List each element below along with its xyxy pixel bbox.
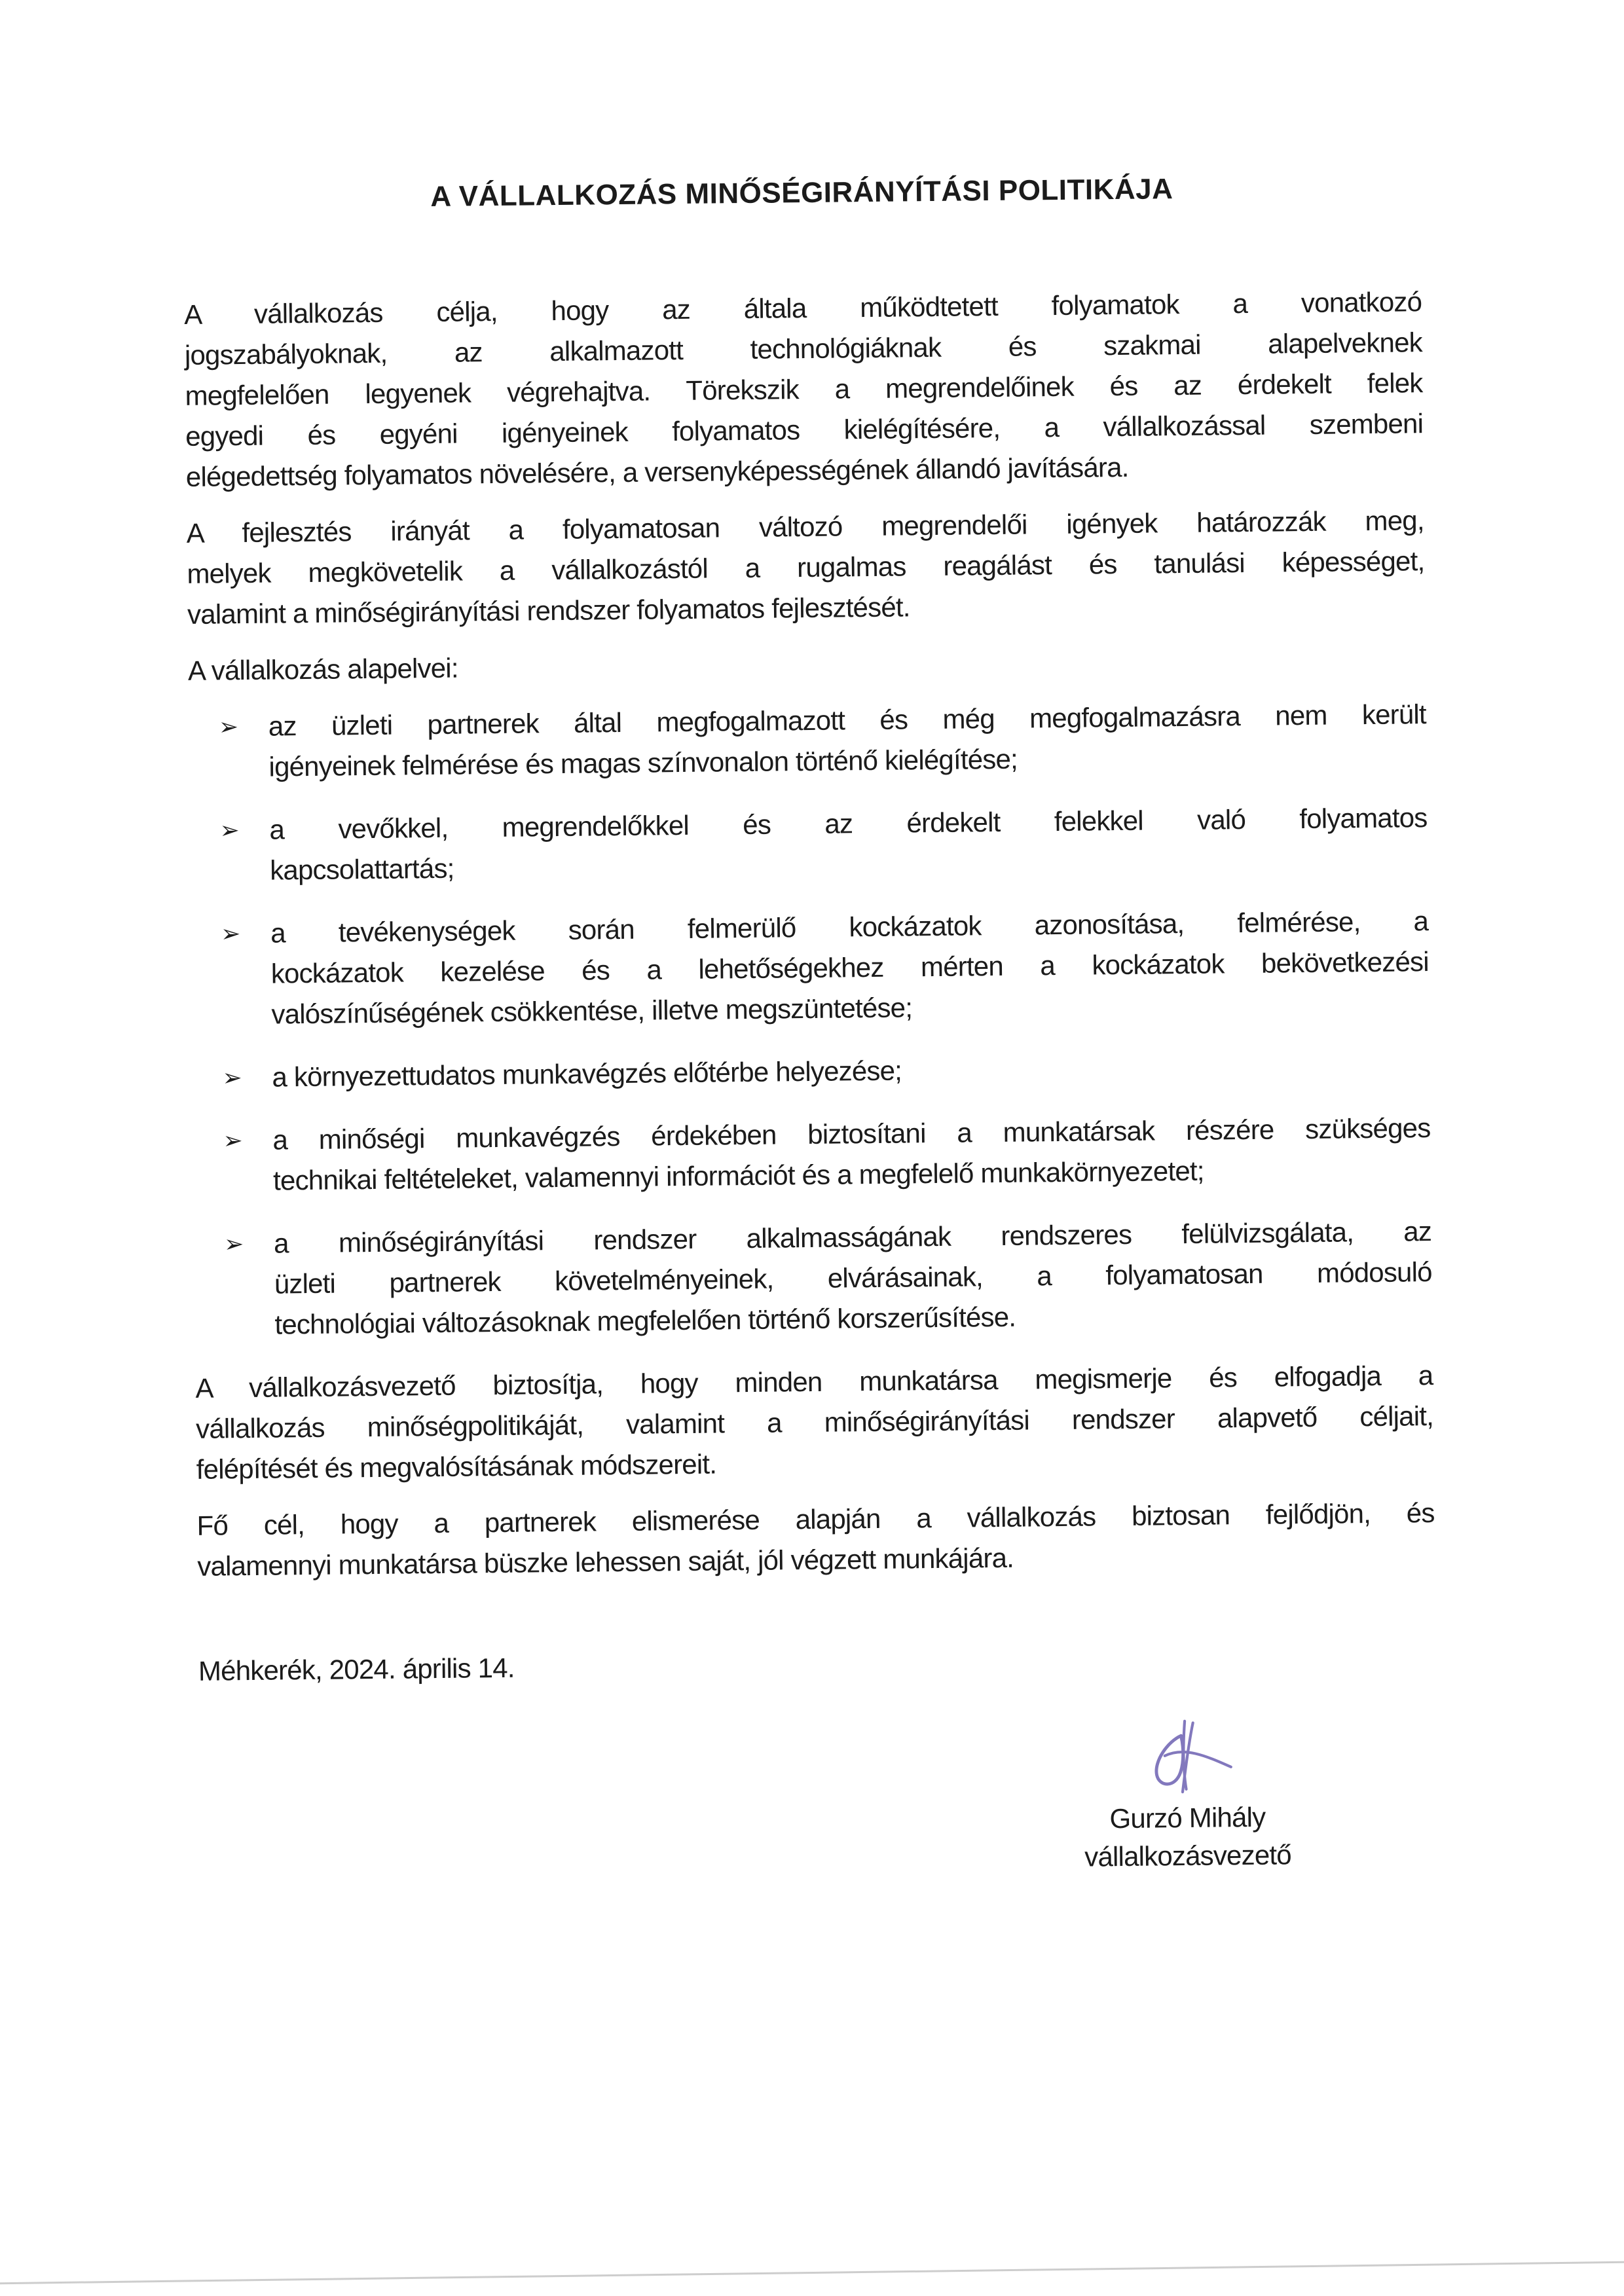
arrowhead-bullet-icon: ➢ [223,1127,243,1154]
paragraph-line: felépítését és megvalósításának módszereit. [196,1448,717,1485]
list-item-line: a környezettudatos munkavégzés előtérbe helyezése; [272,1055,902,1093]
list-item [191,901,1430,1036]
list-item-line: technológiai változásoknak megfelelően történő korszerűsítése. [274,1301,1016,1340]
paragraph-line: A vállalkozás célja, hogy az általa működtetett folyamatok a vonatkozó [184,286,1422,330]
paragraph-line: elégedettség folyamatos növelésére, a versenyképességének állandó javítására. [185,451,1129,492]
list-item-line: üzleti partnerek követelményeinek, elvárásainak, a folyamatosan módosuló [274,1256,1432,1300]
paragraph [196,1493,1435,1587]
arrowhead-bullet-icon: ➢ [218,713,239,740]
list-item-line: a tevékenységek során felmerülő kockázatok azonosítása, felmérése, a [270,905,1429,949]
document-body [184,282,1435,1587]
list-item-line: kapcsolattartás; [269,852,454,886]
list-item-line: a minőségirányítási rendszer alkalmasságának rendszeres felülvizsgálata, az [273,1216,1432,1259]
list-item-line: valószínűségének csökkentése, illetve megszüntetése; [271,992,913,1030]
list-item-line: az üzleti partnerek által megfogalmazott és még megfogalmazásra nem került [268,699,1427,742]
list-item-line: technikai feltételeket, valamennyi információt és a megfelelő munkakörnyezetet; [272,1155,1204,1196]
list-item [192,1045,1430,1099]
signature-stroke [1165,1751,1231,1768]
paragraph-line: valamint a minőségirányítási rendszer folyamatos fejlesztését. [187,591,910,630]
signatory-name: Gurzó Mihály [1109,1801,1266,1834]
document-content [183,169,1438,1886]
paragraph [195,1355,1434,1490]
scan-artifact-line [0,2261,1624,2284]
paragraph [186,500,1425,635]
date-line: Méhkerék, 2024. április 14. [198,1652,515,1686]
paragraph-line: vállalkozás minőségpolitikáját, valamint a minőségirányítási rendszer alapvető céljait, [195,1400,1434,1444]
list-item-line: a vevőkkel, megrendelőkkel és az érdekelt felekkel való folyamatos [269,802,1428,845]
list-item-text [272,1045,1430,1098]
list-item [189,694,1427,788]
signature-stroke [1156,1736,1183,1784]
list-item [194,1211,1433,1346]
list-item-text [270,901,1430,1035]
paragraph-line: jogszabályoknak, az alkalmazott technológiáknak és szakmai alapelveknek [184,327,1423,371]
paragraph-line: A vállalkozásvezető biztosítja, hogy minden munkatársa megismerje és elfogadja a [195,1360,1433,1404]
paragraph-line: megfelelően legyenek végrehajtva. Törekszik a megrendelőinek és az érdekelt felek [185,367,1423,411]
signatory-role: vállalkozásvezető [1084,1839,1292,1872]
list-intro-text: A vállalkozás alapelvei: [187,652,458,686]
document-title: A VÁLLALKOZÁS MINŐSÉGIRÁNYÍTÁSI POLITIKÁJA [430,173,1173,213]
signature-ink-icon [1141,1719,1233,1796]
paragraph-line: egyedi és egyéni igényeinek folyamatos kielégítésére, a vállalkozással szembeni [185,408,1424,452]
list-item-text [274,1211,1433,1345]
list-item-line: igényeinek felmérése és magas színvonalon történő kielégítése; [268,743,1018,782]
signature-block [1016,1717,1358,1876]
paragraph-line: Fő cél, hogy a partnerek elismerése alapján a vállalkozás biztosan fejlődjön, és [196,1497,1435,1541]
list-item [189,797,1428,892]
paragraph-line: valamennyi munkatársa büszke lehessen saját, jól végzett munkájára. [197,1542,1014,1582]
arrowhead-bullet-icon: ➢ [219,816,240,844]
arrowhead-bullet-icon: ➢ [220,920,241,947]
paragraph-line: melyek megkövetelik a vállalkozástól a rugalmas reagálást és tanulási képességet, [187,545,1425,589]
list-item-line: a minőségi munkavégzés érdekében biztosítani a munkatársak részére szükséges [272,1112,1431,1156]
list-item-line: kockázatok kezelése és a lehetőségekhez mérten a kockázatok bekövetkezési [270,946,1429,989]
arrowhead-bullet-icon: ➢ [222,1064,242,1091]
arrowhead-bullet-icon: ➢ [223,1230,244,1258]
list-item-text [272,1108,1431,1201]
list-item-text [268,694,1427,788]
list-item-text [269,797,1428,891]
paragraph-line: A fejlesztés irányát a folyamatosan változó megrendelői igények határozzák meg, [186,505,1424,549]
paragraph [184,282,1424,498]
list-item [193,1108,1431,1202]
